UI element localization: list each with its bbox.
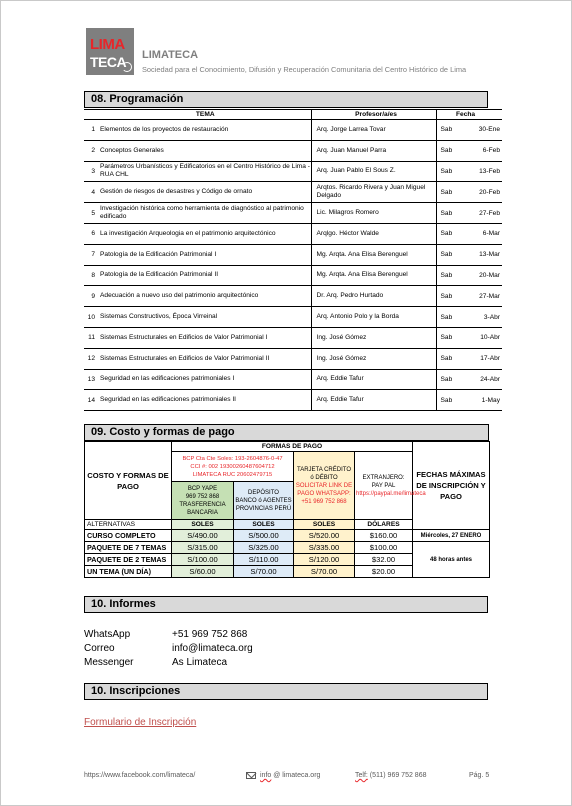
row-profesor: Arqtos. Ricardo Rivera y Juan Miguel Delgado xyxy=(311,182,436,203)
row-fecha: 20-Feb xyxy=(456,182,502,203)
footer-email-user: info xyxy=(260,772,272,779)
yape-text: BCP YAPE xyxy=(187,485,218,492)
row-number: 12 xyxy=(84,348,98,369)
row-tema: Gestión de riesgos de desastres y Código de ornato xyxy=(98,182,311,203)
info-key: Correo xyxy=(84,643,115,654)
row-profesor: Arq. Eddie Tafur xyxy=(311,369,436,390)
row-tema: Patología de la Edificación Patrimonial II xyxy=(98,265,311,286)
row-tema: Patología de la Edificación Patrimonial I xyxy=(98,244,311,265)
programacion-table xyxy=(84,109,502,411)
info-value: +51 969 752 868 xyxy=(172,629,248,640)
row-dia: Sab xyxy=(436,327,456,348)
table-row xyxy=(84,286,502,307)
table-row xyxy=(84,223,502,244)
col-number-header xyxy=(84,110,98,120)
row-profesor: Arq. Eddie Tafur xyxy=(311,390,436,411)
price-dolares: $20.00 xyxy=(355,566,413,578)
costos-header-row xyxy=(85,442,490,452)
row-dia: Sab xyxy=(436,161,456,182)
row-fecha: 13-Feb xyxy=(456,161,502,182)
row-number: 8 xyxy=(84,265,98,286)
programacion-header-row xyxy=(84,110,502,120)
row-number: 10 xyxy=(84,307,98,328)
info-value: As Limateca xyxy=(172,657,228,668)
alternativas-label: ALTERNATIVAS xyxy=(85,520,172,530)
fecha-paquetes: 48 horas antes xyxy=(413,542,490,578)
row-profesor: Lic. Milagros Romero xyxy=(311,203,436,224)
formulario-inscripcion-link[interactable]: Formulario de Inscripción xyxy=(84,717,197,728)
row-dia: Sab xyxy=(436,348,456,369)
row-profesor: Dr. Arq. Pedro Hurtado xyxy=(311,286,436,307)
price-tarjeta: S/335.00 xyxy=(294,542,355,554)
limateca-logo xyxy=(86,28,134,75)
section-heading-informes: 10. Informes xyxy=(84,596,488,613)
yape-number: 969 752 868 xyxy=(185,493,220,500)
tarjeta-payment-info xyxy=(294,452,355,520)
currency-soles-3: SOLES xyxy=(294,520,355,530)
row-profesor: Ing. José Gómez xyxy=(311,348,436,369)
row-tema: Sistemas Constructivos, Época Virreinal xyxy=(98,307,311,328)
col-tema-header: TEMA xyxy=(98,110,311,120)
row-profesor: Arq. Juan Manuel Parra xyxy=(311,140,436,161)
table-row xyxy=(84,182,502,203)
costos-table xyxy=(84,441,490,578)
row-number: 9 xyxy=(84,286,98,307)
footer-tel-value: (511) 969 752 868 xyxy=(367,772,427,779)
price-dolares: $32.00 xyxy=(355,554,413,566)
row-number: 2 xyxy=(84,140,98,161)
table-row xyxy=(84,327,502,348)
row-number: 7 xyxy=(84,244,98,265)
row-dia: Sab xyxy=(436,390,456,411)
row-tema: Parámetros Urbanísticos y Edificatorios en el Centro Histórico de Lima - RUA CHL xyxy=(98,161,311,182)
fechas-maximas-label: FECHAS MÁXIMAS DE INSCRIPCIÓN Y PAGO xyxy=(413,442,490,530)
bcp-ruc-text: LIMATECA RUC 20602479715 xyxy=(192,471,273,478)
row-number: 11 xyxy=(84,327,98,348)
row-fecha: 6-Feb xyxy=(456,140,502,161)
yape-payment-info xyxy=(172,482,234,520)
transferencia-text: TRASFERENCIA BANCARIA xyxy=(179,501,226,516)
row-number: 13 xyxy=(84,369,98,390)
col-fecha-header: Fecha xyxy=(456,110,502,120)
price-tarjeta: S/520.00 xyxy=(294,530,355,542)
price-deposito: S/110.00 xyxy=(234,554,294,566)
extranjero-text: EXTRANJERO: xyxy=(362,474,405,481)
bcp-cci-text: CCI #: 002 19300260487604712 xyxy=(190,463,275,470)
currency-soles-2: SOLES xyxy=(234,520,294,530)
row-number: 1 xyxy=(84,120,98,141)
price-dolares: $160.00 xyxy=(355,530,413,542)
info-key: WhatsApp xyxy=(84,629,131,640)
logo-text-lima: LIMA xyxy=(90,36,125,53)
price-dolares: $100.00 xyxy=(355,542,413,554)
price-row-label: PAQUETE DE 2 TEMAS xyxy=(85,554,172,566)
footer-tel-label: Telf: xyxy=(355,772,368,779)
row-number: 3 xyxy=(84,161,98,182)
row-tema: Conceptos Generales xyxy=(98,140,311,161)
price-yape: S/315.00 xyxy=(172,542,234,554)
col-dia-header xyxy=(436,110,456,120)
table-row xyxy=(84,120,502,141)
row-tema: Investigación histórica como herramienta de diagnóstico al patrimonio edificado xyxy=(98,203,311,224)
row-number: 4 xyxy=(84,182,98,203)
row-number: 14 xyxy=(84,390,98,411)
col-profesor-header: Profesor/a/es xyxy=(311,110,436,120)
section-heading-costos: 09. Costo y formas de pago xyxy=(84,424,489,441)
table-row xyxy=(84,244,502,265)
info-value: info@limateca.org xyxy=(172,643,253,654)
table-row xyxy=(84,140,502,161)
row-tema: Seguridad en las edificaciones patrimoniales I xyxy=(98,369,311,390)
price-tarjeta: S/120.00 xyxy=(294,554,355,566)
section-heading-programacion: 08. Programación xyxy=(84,91,488,108)
logo-swirl-icon xyxy=(122,62,132,72)
formas-de-pago-label: FORMAS DE PAGO xyxy=(172,442,413,452)
row-profesor: Mg. Arqta. Ana Elisa Berenguel xyxy=(311,265,436,286)
price-row xyxy=(85,530,490,542)
table-row xyxy=(84,390,502,411)
row-profesor: Arq. Jorge Larrea Tovar xyxy=(311,120,436,141)
row-tema: Sistemas Estructurales en Edificios de Valor Patrimonial II xyxy=(98,348,311,369)
table-row xyxy=(84,161,502,182)
section-heading-inscripciones: 10. Inscripciones xyxy=(84,683,488,700)
price-row-label: UN TEMA (UN DÍA) xyxy=(85,566,172,578)
footer-facebook-link[interactable]: https://www.facebook.com/limateca/ xyxy=(84,772,196,779)
row-fecha: 27-Mar xyxy=(456,286,502,307)
table-row xyxy=(84,265,502,286)
price-row-label: PAQUETE DE 7 TEMAS xyxy=(85,542,172,554)
row-dia: Sab xyxy=(436,223,456,244)
row-fecha: 17-Abr xyxy=(456,348,502,369)
row-number: 6 xyxy=(84,223,98,244)
paypal-text: PAY PAL xyxy=(371,482,396,489)
row-dia: Sab xyxy=(436,307,456,328)
row-dia: Sab xyxy=(436,203,456,224)
page-number: Pág. 5 xyxy=(469,772,490,779)
price-yape: S/60.00 xyxy=(172,566,234,578)
row-tema: Sistemas Estructurales en Edificios de Valor Patrimonial I xyxy=(98,327,311,348)
costo-formas-label: COSTO Y FORMAS DE PAGO xyxy=(85,442,172,520)
price-deposito: S/500.00 xyxy=(234,530,294,542)
programacion-table-wrap xyxy=(84,109,500,411)
row-fecha: 24-Abr xyxy=(456,369,502,390)
banco-text: BANCO ó AGENTES xyxy=(235,497,292,504)
provincias-text: PROVINCIAS PERÚ xyxy=(235,505,292,512)
row-dia: Sab xyxy=(436,140,456,161)
row-dia: Sab xyxy=(436,286,456,307)
info-key: Messenger xyxy=(84,657,134,668)
row-fecha: 6-Mar xyxy=(456,223,502,244)
table-row xyxy=(84,369,502,390)
row-fecha: 30-Ene xyxy=(456,120,502,141)
row-tema: Adecuación a nuevo uso del patrimonio arquitectónico xyxy=(98,286,311,307)
logo-text-teca: TECA xyxy=(90,54,127,70)
row-profesor: Ing. José Gómez xyxy=(311,327,436,348)
row-dia: Sab xyxy=(436,120,456,141)
row-fecha: 20-Mar xyxy=(456,265,502,286)
row-tema: La investigación Arqueologia en el patrimonio arquitectónico xyxy=(98,223,311,244)
currency-dolares: DÓLARES xyxy=(355,520,413,530)
deposito-text: DEPÓSITO xyxy=(248,489,279,496)
brand-tagline: Sociedad para el Conocimiento, Difusión y Recuperación Comunitaria del Centro Histórico de Lima xyxy=(142,65,467,74)
price-tarjeta: S/70.00 xyxy=(294,566,355,578)
price-yape: S/490.00 xyxy=(172,530,234,542)
paypal-payment-info xyxy=(355,452,426,520)
paypal-link[interactable]: https://paypal.me/limateca xyxy=(356,490,426,497)
table-row xyxy=(84,348,502,369)
table-row xyxy=(84,307,502,328)
row-profesor: Mg. Arqta. Ana Elisa Berenguel xyxy=(311,244,436,265)
row-dia: Sab xyxy=(436,244,456,265)
row-fecha: 27-Feb xyxy=(456,203,502,224)
fecha-curso-completo: Miércoles, 27 ENERO xyxy=(413,530,490,542)
table-row xyxy=(84,203,502,224)
currency-soles-1: SOLES xyxy=(172,520,234,530)
row-fecha: 1-May xyxy=(456,390,502,411)
deposito-payment-info xyxy=(234,482,294,520)
price-deposito: S/70.00 xyxy=(234,566,294,578)
row-number: 5 xyxy=(84,203,98,224)
row-fecha: 10-Abr xyxy=(456,327,502,348)
price-row-label: CURSO COMPLETO xyxy=(85,530,172,542)
row-fecha: 13-Mar xyxy=(456,244,502,265)
envelope-icon xyxy=(246,772,256,779)
row-profesor: Arq. Antonio Polo y la Borda xyxy=(311,307,436,328)
price-yape: S/100.00 xyxy=(172,554,234,566)
price-row xyxy=(85,542,490,554)
row-tema: Seguridad en las edificaciones patrimoniales II xyxy=(98,390,311,411)
row-dia: Sab xyxy=(436,182,456,203)
footer-telefono xyxy=(355,772,426,779)
row-profesor: Arq. Juan Pablo El Sous Z. xyxy=(311,161,436,182)
footer-email-domain: @ limateca.org xyxy=(271,772,321,779)
row-fecha: 3-Abr xyxy=(456,307,502,328)
row-tema: Elementos de los proyectos de restauración xyxy=(98,120,311,141)
brand-name: LIMATECA xyxy=(142,49,199,61)
row-dia: Sab xyxy=(436,369,456,390)
footer-email[interactable] xyxy=(260,772,320,779)
row-profesor: Arqlgo. Héctor Walde xyxy=(311,223,436,244)
bcp-account-info xyxy=(172,452,294,482)
tarjeta-text: TARJETA CRÉDITO ó DÉBITO xyxy=(296,466,351,481)
tarjeta-link-text: SOLICITAR LINK DE PAGO WHATSAPP: +51 969 752 868 xyxy=(295,482,353,505)
bcp-cuenta-text: BCP Cta Cte Soles: 193-2604876-0-47 xyxy=(182,455,283,462)
price-deposito: S/325.00 xyxy=(234,542,294,554)
row-dia: Sab xyxy=(436,265,456,286)
